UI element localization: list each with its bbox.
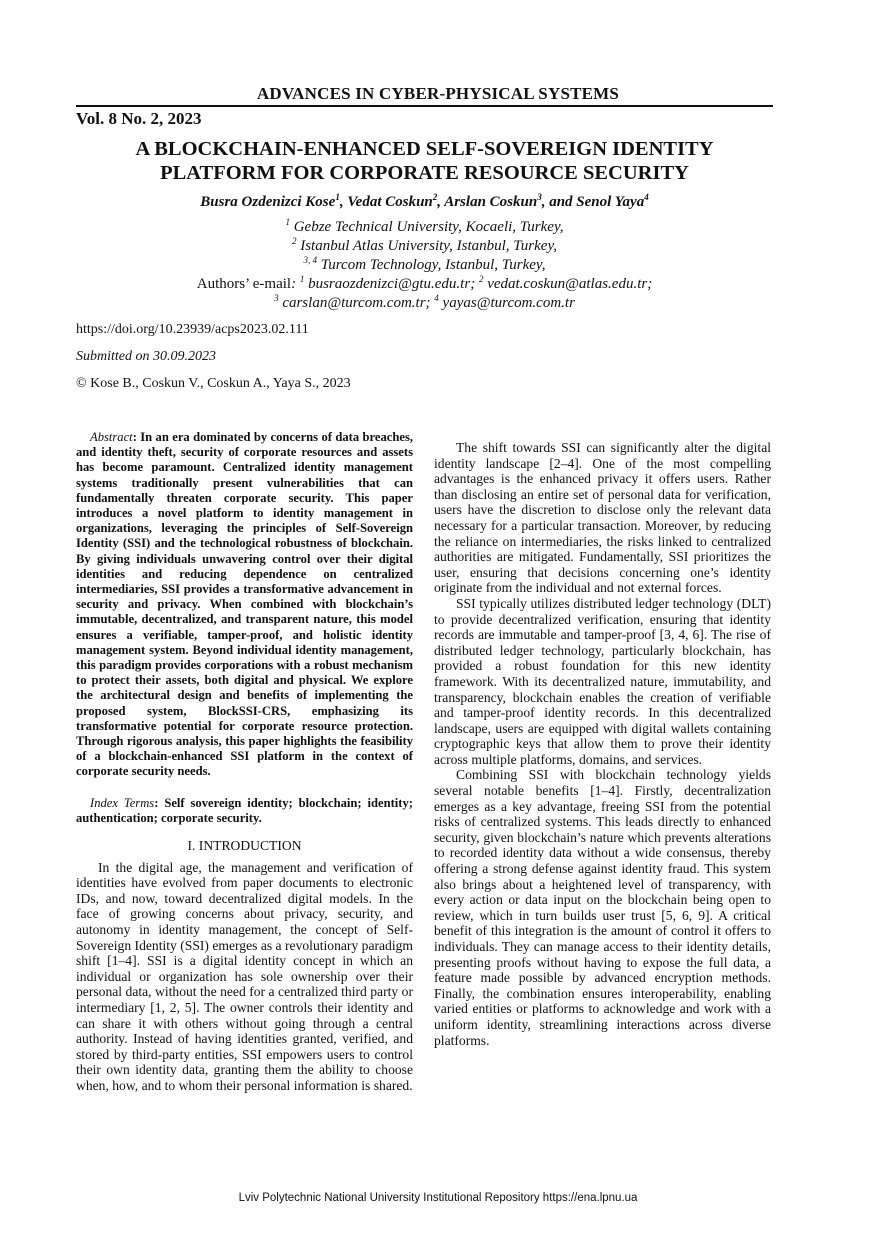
author-sup: 2 <box>432 192 438 202</box>
body-paragraph: Combining SSI with blockchain technology yields several notable benefits [1–4]. Firstly, decentralization emerges as a key advantage, freeing SSI from the potential risks of centralized systems. This leads directly to enhanced security, given blockchain’s nature which prevents alterations to recorded identity data without a wide consensus, thereby offering a strong defense against identity fraud. This system also brings about a heightened level of transparency, with every action or data input on the blockchain being open to review, which in turn builds user trust [5, 6, 9]. A critical benefit of this integration is the amount of control it offers to individuals. They can manage access to their identity details, presenting proofs without having to expose the full data, a feature made possible by advanced encryption methods. Finally, the combination ensures interoperability, enabling varied entities or platforms to acknowledge and work with a uniform identity, streamlining interactions across diverse platforms. <box>434 767 771 1048</box>
email-link[interactable]: carslan@turcom.com.tr; <box>282 295 431 311</box>
email-link[interactable]: busraozdenizci@gtu.edu.tr; <box>308 276 476 292</box>
author-sep: , <box>437 194 445 210</box>
affiliation: $^2$ Istanbul Atlas University, Istanbul, Turkey, <box>291 236 558 254</box>
paper-title <box>76 137 773 185</box>
author-name: Busra Ozdenizci Kose <box>200 194 336 210</box>
author-emails: Authors’ e-mail: $^1$ busraozdenizci@gtu.edu.tr; $^2$ vedat.coskun@atlas.edu.tr; <box>196 274 653 292</box>
front-matter <box>76 218 773 392</box>
author-list <box>76 193 773 212</box>
header-rule <box>76 105 773 107</box>
author-sep: , <box>339 194 348 210</box>
section-heading: I. INTRODUCTION <box>187 838 302 854</box>
body-paragraph: SSI typically utilizes distributed ledger technology (DLT) to provide decentralized verification, ensuring that identity records are immutable and tamper-proof [3, 4, 6]. The rise of distributed ledger technology, particularly blockchain, has provided a robust foundation for this new identity framework. With its decentralized nature, immutability, and transparency, blockchain enables the creation of verifiable and tamper-proof identity records. In this decentralized landscape, users are equipped with digital wallets containing cryptographic keys that allow them to prove their identity across multiple platforms, domains, and services. <box>434 595 771 767</box>
title-line: PLATFORM FOR CORPORATE RESOURCE SECURITY <box>160 162 689 184</box>
index-terms <box>76 796 413 826</box>
author-name: Senol Yaya <box>576 194 645 210</box>
left-column <box>76 430 413 1094</box>
affiliation: $^1$ Gebze Technical University, Kocaeli, Turkey, <box>285 217 564 235</box>
index-terms-label: Index Terms <box>90 795 155 810</box>
author-sup: 1 <box>335 192 340 202</box>
author-sup: 3 <box>537 192 542 202</box>
copyright: © Kose B., Coskun V., Coskun A., Yaya S., 2023 <box>76 376 351 391</box>
email-link[interactable]: vedat.coskun@atlas.edu.tr; <box>487 276 653 292</box>
author-sep: , and <box>541 194 577 210</box>
abstract <box>76 430 413 780</box>
author-name: Vedat Coskun <box>347 194 433 210</box>
affiliations <box>76 218 773 313</box>
email-label: Authors’ e-mail <box>196 276 292 292</box>
title-line: A BLOCKCHAIN-ENHANCED SELF-SOVEREIGN IDENTITY <box>135 138 714 160</box>
right-column <box>434 440 771 1048</box>
page-footer: Lviv Polytechnic National University Institutional Repository https://ena.lpnu.ua <box>238 1192 638 1204</box>
affiliation: $^{3, 4}$ Turcom Technology, Istanbul, Turkey, <box>303 255 546 273</box>
index-terms-text: : Self sovereign identity; blockchain; identity; authentication; corporate security. <box>76 795 413 825</box>
author-sup: 4 <box>644 192 649 202</box>
author-emails-cont: $^3$ carslan@turcom.com.tr; $^4$ yayas@turcom.com.tr <box>274 293 575 311</box>
doi-link[interactable]: https://doi.org/10.23939/acps2023.02.111 <box>76 322 309 337</box>
body-paragraph: The shift towards SSI can significantly alter the digital identity landscape [2–4]. One of the most compelling advantages is the enhanced privacy it offers users. Rather than disclosing an entire set of personal data for verification, users have the discretion to disclose only the relevant data necessary for a particular transaction. Moreover, by reducing the reliance on intermediaries, the risks linked to centralized authorities are mitigated. Fundamentally, SSI prioritizes the user, ensuring that decisions concerning one’s identity originate from the individual and not external forces. <box>434 440 771 596</box>
abstract-label: Abstract <box>90 430 133 444</box>
body-paragraph: In the digital age, the management and verification of identities have evolved from paper documents to electronic IDs, and now, toward decentralized digital models. In the face of growing concerns about privacy, security, and autonomy in identity management, the concept of Self-Sovereign Identity (SSI) emerges as a revolutionary paradigm shift [1–4]. SSI is a digital identity concept in which an individual or organization has sole ownership over their personal data, without the need for a centralized third party or intermediary [1, 2, 5]. The owner controls their identity and can share it with others without going through a central authority. Instead of having identities granted, verified, and stored by third-party entities, SSI empowers users to control their own identity data, granting them the ability to choose when, how, and to whom their personal information is shared. <box>76 859 413 1093</box>
submitted-date: Submitted on 30.09.2023 <box>76 349 216 364</box>
author-name: Arslan Coskun <box>444 194 538 210</box>
volume-label: Vol. 8 No. 2, 2023 <box>76 109 202 128</box>
email-link[interactable]: yayas@turcom.com.tr <box>442 295 575 311</box>
journal-name: ADVANCES IN CYBER-PHYSICAL SYSTEMS <box>256 84 620 103</box>
abstract-text: : In an era dominated by concerns of data breaches, and identity theft, security of corporate resources and assets has become paramount. Centralized identity management systems traditionally present vulnerabilities that can fundamentally threaten corporate security. This paper introduces a novel platform to identity management in organizations, leveraging the principles of Self-Sovereign Identity (SSI) and the technological robustness of blockchain. By giving individuals unwavering control over their digital identities and reducing dependence on centralized intermediaries, SSI provides a transformative advancement in security and privacy. When combined with blockchain’s immutable, decentralized, and transparent nature, this model ensures a verifiable, tamper-proof, and holistic identity management system. Beyond individual identity management, this paradigm provides corporations with a robust mechanism to protect their assets, both digital and physical. We explore the architectural design and benefits of implementing the proposed system, BlockSSI-CRS, emphasizing its transformative potential for corporate resource protection. Through rigorous analysis, this paper highlights the feasibility of a blockchain-enhanced SSI platform in the context of corporate security needs. <box>76 430 413 779</box>
